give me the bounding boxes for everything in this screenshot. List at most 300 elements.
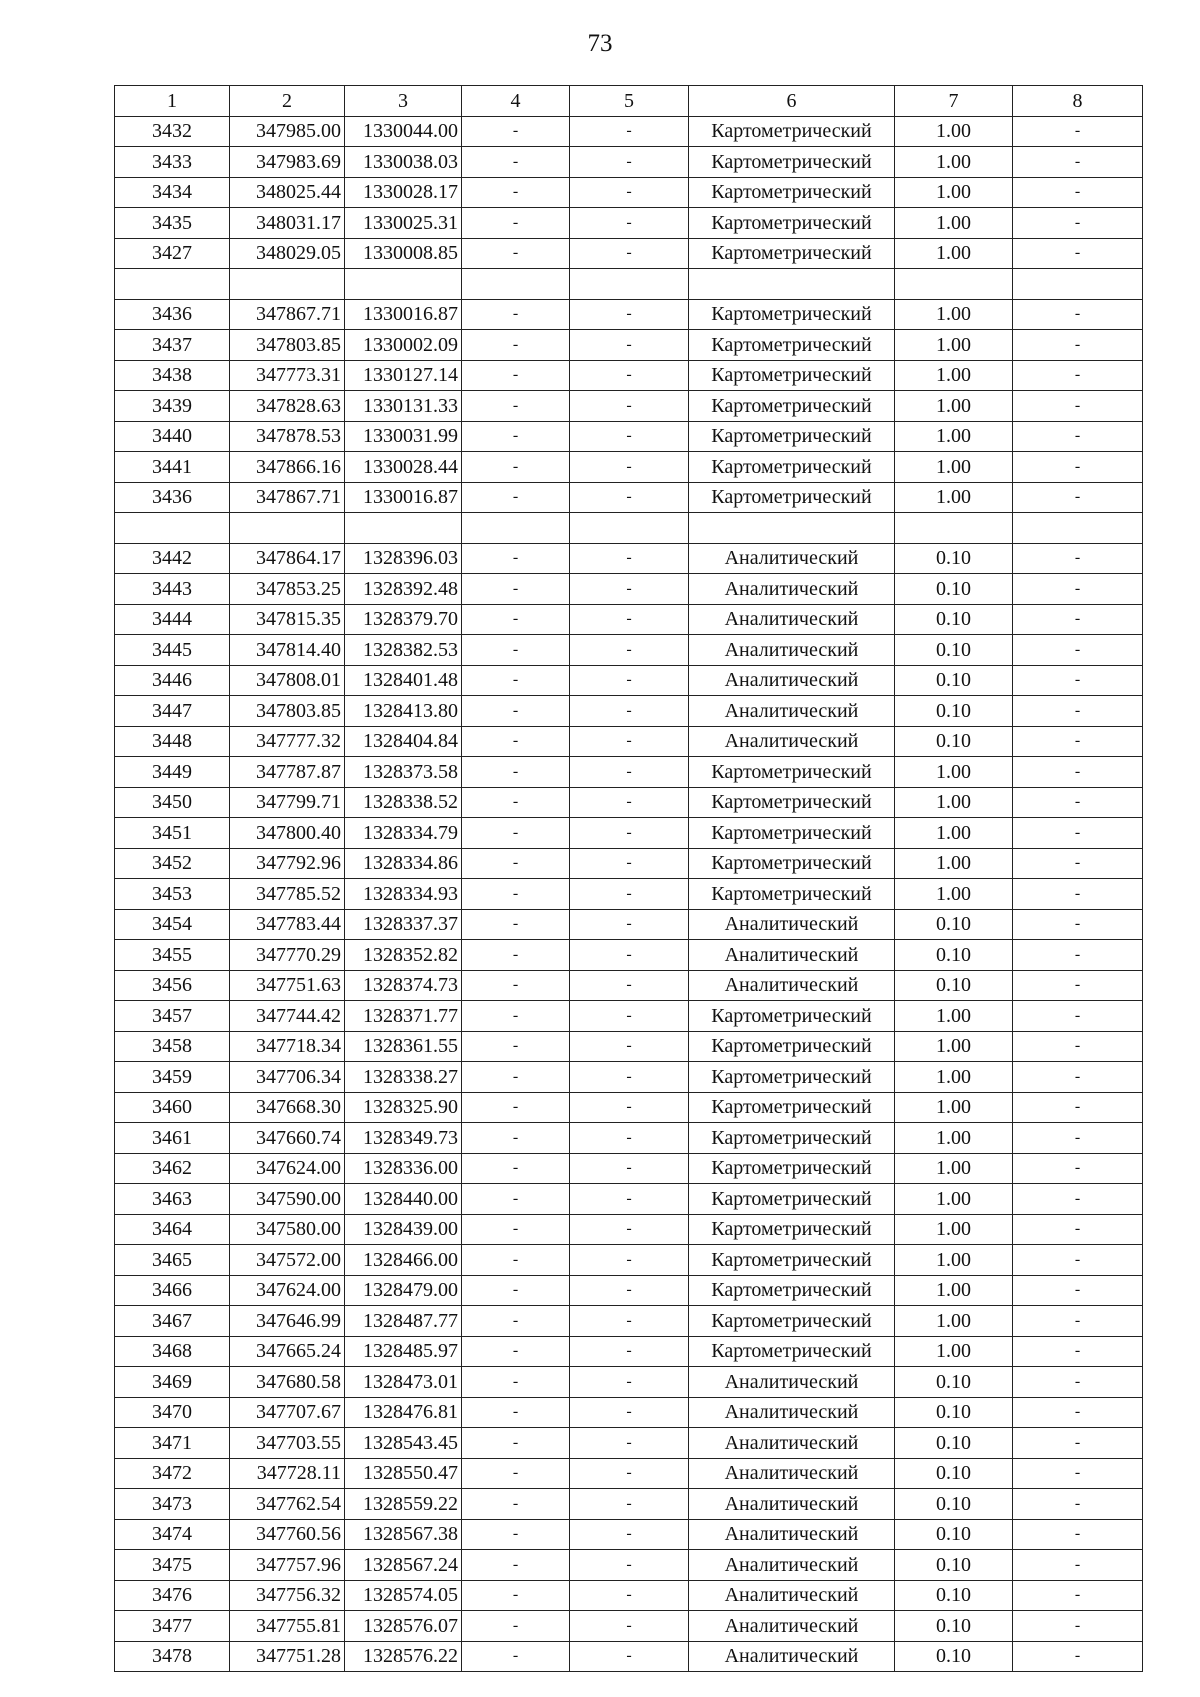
cell-col-8: - <box>1013 757 1143 788</box>
cell-col-4: - <box>462 1458 570 1489</box>
cell-point-number: 3433 <box>115 147 230 178</box>
cell-col-5: - <box>570 787 689 818</box>
cell-method: Аналитический <box>689 543 895 574</box>
cell-y-coordinate: 1328334.79 <box>345 818 462 849</box>
cell-col-5: - <box>570 1489 689 1520</box>
cell-accuracy: 1.00 <box>895 1306 1013 1337</box>
cell-x-coordinate: 347756.32 <box>230 1580 345 1611</box>
cell-accuracy: 1.00 <box>895 1336 1013 1367</box>
header-row <box>115 86 1143 117</box>
cell-accuracy: 1.00 <box>895 1153 1013 1184</box>
cell-x-coordinate: 347799.71 <box>230 787 345 818</box>
cell-method: Аналитический <box>689 1397 895 1428</box>
cell-col-5: - <box>570 1062 689 1093</box>
cell-point-number: 3462 <box>115 1153 230 1184</box>
cell-col-4: - <box>462 635 570 666</box>
cell-col-8: - <box>1013 147 1143 178</box>
cell-col-5: - <box>570 391 689 422</box>
table-row <box>115 940 1143 971</box>
cell-accuracy: 0.10 <box>895 970 1013 1001</box>
cell-method: Картометрический <box>689 1245 895 1276</box>
cell-y-coordinate <box>345 269 462 300</box>
cell-col-8: - <box>1013 452 1143 483</box>
cell-point-number: 3438 <box>115 360 230 391</box>
cell-col-4: - <box>462 1611 570 1642</box>
cell-accuracy: 1.00 <box>895 208 1013 239</box>
cell-x-coordinate: 347728.11 <box>230 1458 345 1489</box>
cell-point-number: 3457 <box>115 1001 230 1032</box>
cell-col-8: - <box>1013 360 1143 391</box>
cell-col-4: - <box>462 787 570 818</box>
cell-x-coordinate: 347792.96 <box>230 848 345 879</box>
cell-method: Картометрический <box>689 330 895 361</box>
cell-point-number: 3443 <box>115 574 230 605</box>
cell-x-coordinate: 347787.87 <box>230 757 345 788</box>
cell-method: Картометрический <box>689 1336 895 1367</box>
table-row <box>115 1519 1143 1550</box>
table-row <box>115 1306 1143 1337</box>
cell-col-4: - <box>462 1641 570 1672</box>
table-row <box>115 1428 1143 1459</box>
cell-col-8: - <box>1013 238 1143 269</box>
cell-x-coordinate: 347803.85 <box>230 330 345 361</box>
cell-col-5: - <box>570 848 689 879</box>
column-header-5: 5 <box>570 86 689 117</box>
cell-point-number: 3456 <box>115 970 230 1001</box>
cell-method: Аналитический <box>689 1641 895 1672</box>
cell-accuracy: 1.00 <box>895 848 1013 879</box>
cell-y-coordinate: 1328567.24 <box>345 1550 462 1581</box>
cell-accuracy <box>895 513 1013 544</box>
cell-col-8: - <box>1013 1275 1143 1306</box>
cell-point-number <box>115 513 230 544</box>
cell-col-8: - <box>1013 1428 1143 1459</box>
cell-point-number: 3466 <box>115 1275 230 1306</box>
cell-col-8: - <box>1013 1550 1143 1581</box>
cell-x-coordinate: 347646.99 <box>230 1306 345 1337</box>
cell-col-4: - <box>462 116 570 147</box>
cell-y-coordinate: 1328361.55 <box>345 1031 462 1062</box>
cell-method: Аналитический <box>689 604 895 635</box>
cell-x-coordinate: 347751.63 <box>230 970 345 1001</box>
column-header-2: 2 <box>230 86 345 117</box>
cell-y-coordinate: 1330008.85 <box>345 238 462 269</box>
cell-col-5: - <box>570 360 689 391</box>
table-row <box>115 1062 1143 1093</box>
cell-y-coordinate <box>345 513 462 544</box>
table-header <box>115 86 1143 117</box>
table-row <box>115 421 1143 452</box>
cell-point-number: 3432 <box>115 116 230 147</box>
cell-point-number: 3472 <box>115 1458 230 1489</box>
cell-point-number: 3440 <box>115 421 230 452</box>
cell-method: Картометрический <box>689 482 895 513</box>
cell-y-coordinate: 1328576.22 <box>345 1641 462 1672</box>
cell-x-coordinate: 347762.54 <box>230 1489 345 1520</box>
column-header-1: 1 <box>115 86 230 117</box>
cell-x-coordinate: 347572.00 <box>230 1245 345 1276</box>
cell-x-coordinate: 347800.40 <box>230 818 345 849</box>
cell-x-coordinate: 347590.00 <box>230 1184 345 1215</box>
cell-col-8: - <box>1013 1489 1143 1520</box>
cell-y-coordinate: 1330016.87 <box>345 299 462 330</box>
cell-y-coordinate: 1330038.03 <box>345 147 462 178</box>
cell-method: Аналитический <box>689 1550 895 1581</box>
cell-col-4: - <box>462 208 570 239</box>
cell-x-coordinate: 347864.17 <box>230 543 345 574</box>
cell-col-5: - <box>570 909 689 940</box>
cell-y-coordinate: 1328337.37 <box>345 909 462 940</box>
cell-y-coordinate: 1328373.58 <box>345 757 462 788</box>
cell-y-coordinate: 1328543.45 <box>345 1428 462 1459</box>
cell-method: Картометрический <box>689 1031 895 1062</box>
cell-col-4: - <box>462 1428 570 1459</box>
cell-col-8: - <box>1013 1641 1143 1672</box>
cell-col-5: - <box>570 421 689 452</box>
cell-col-5: - <box>570 1550 689 1581</box>
column-header-6: 6 <box>689 86 895 117</box>
cell-method: Картометрический <box>689 421 895 452</box>
cell-y-coordinate: 1328374.73 <box>345 970 462 1001</box>
cell-col-8: - <box>1013 1611 1143 1642</box>
table-row <box>115 818 1143 849</box>
cell-y-coordinate: 1328576.07 <box>345 1611 462 1642</box>
cell-col-4: - <box>462 1092 570 1123</box>
cell-method: Картометрический <box>689 1214 895 1245</box>
cell-col-4: - <box>462 421 570 452</box>
cell-y-coordinate: 1328379.70 <box>345 604 462 635</box>
cell-col-5: - <box>570 330 689 361</box>
table-row <box>115 635 1143 666</box>
cell-x-coordinate: 348025.44 <box>230 177 345 208</box>
cell-y-coordinate: 1328404.84 <box>345 726 462 757</box>
cell-col-4: - <box>462 1214 570 1245</box>
cell-accuracy: 1.00 <box>895 330 1013 361</box>
cell-col-4: - <box>462 1245 570 1276</box>
table-row <box>115 1214 1143 1245</box>
cell-col-8: - <box>1013 208 1143 239</box>
page-number: 73 <box>587 30 613 57</box>
cell-accuracy: 0.10 <box>895 1458 1013 1489</box>
cell-x-coordinate: 347777.32 <box>230 726 345 757</box>
cell-method: Картометрический <box>689 1153 895 1184</box>
cell-x-coordinate: 347755.81 <box>230 1611 345 1642</box>
table-row <box>115 1123 1143 1154</box>
cell-accuracy: 0.10 <box>895 1428 1013 1459</box>
cell-col-5: - <box>570 665 689 696</box>
cell-x-coordinate <box>230 269 345 300</box>
cell-col-5: - <box>570 208 689 239</box>
cell-y-coordinate: 1330028.44 <box>345 452 462 483</box>
cell-col-8: - <box>1013 1245 1143 1276</box>
cell-col-8: - <box>1013 818 1143 849</box>
cell-x-coordinate: 348031.17 <box>230 208 345 239</box>
cell-method: Картометрический <box>689 1306 895 1337</box>
cell-point-number: 3461 <box>115 1123 230 1154</box>
cell-method: Картометрический <box>689 177 895 208</box>
cell-accuracy: 0.10 <box>895 1367 1013 1398</box>
table-row <box>115 574 1143 605</box>
table-row <box>115 238 1143 269</box>
cell-col-4: - <box>462 1306 570 1337</box>
cell-point-number: 3463 <box>115 1184 230 1215</box>
cell-point-number: 3477 <box>115 1611 230 1642</box>
cell-col-5 <box>570 269 689 300</box>
cell-col-8: - <box>1013 1397 1143 1428</box>
cell-accuracy: 1.00 <box>895 818 1013 849</box>
cell-col-5: - <box>570 574 689 605</box>
cell-col-8: - <box>1013 1184 1143 1215</box>
cell-col-4: - <box>462 1001 570 1032</box>
cell-accuracy: 0.10 <box>895 574 1013 605</box>
table-row <box>115 330 1143 361</box>
cell-col-4: - <box>462 879 570 910</box>
cell-accuracy: 1.00 <box>895 391 1013 422</box>
cell-point-number: 3435 <box>115 208 230 239</box>
cell-point-number: 3458 <box>115 1031 230 1062</box>
table-row <box>115 208 1143 239</box>
cell-col-5: - <box>570 1580 689 1611</box>
cell-x-coordinate: 347751.28 <box>230 1641 345 1672</box>
cell-y-coordinate: 1328476.81 <box>345 1397 462 1428</box>
cell-y-coordinate: 1330031.99 <box>345 421 462 452</box>
cell-accuracy: 1.00 <box>895 421 1013 452</box>
cell-accuracy: 1.00 <box>895 1275 1013 1306</box>
table-row <box>115 696 1143 727</box>
cell-col-8: - <box>1013 574 1143 605</box>
cell-col-4: - <box>462 452 570 483</box>
cell-method: Аналитический <box>689 696 895 727</box>
table-row <box>115 1336 1143 1367</box>
cell-y-coordinate: 1328338.52 <box>345 787 462 818</box>
cell-point-number: 3441 <box>115 452 230 483</box>
cell-y-coordinate: 1328485.97 <box>345 1336 462 1367</box>
cell-accuracy: 1.00 <box>895 482 1013 513</box>
cell-x-coordinate: 347783.44 <box>230 909 345 940</box>
cell-method: Картометрический <box>689 238 895 269</box>
cell-y-coordinate: 1328334.86 <box>345 848 462 879</box>
table-row <box>115 1245 1143 1276</box>
cell-col-4: - <box>462 177 570 208</box>
cell-method: Аналитический <box>689 1428 895 1459</box>
cell-point-number: 3449 <box>115 757 230 788</box>
cell-accuracy: 1.00 <box>895 1214 1013 1245</box>
cell-method <box>689 269 895 300</box>
cell-col-4: - <box>462 1184 570 1215</box>
cell-col-4: - <box>462 1397 570 1428</box>
cell-accuracy: 1.00 <box>895 787 1013 818</box>
table-row <box>115 177 1143 208</box>
cell-method: Аналитический <box>689 940 895 971</box>
cell-x-coordinate: 347718.34 <box>230 1031 345 1062</box>
cell-col-4: - <box>462 1031 570 1062</box>
cell-accuracy: 1.00 <box>895 452 1013 483</box>
cell-col-5: - <box>570 1214 689 1245</box>
cell-y-coordinate: 1328396.03 <box>345 543 462 574</box>
table-row <box>115 299 1143 330</box>
cell-accuracy: 1.00 <box>895 147 1013 178</box>
cell-accuracy: 1.00 <box>895 1184 1013 1215</box>
cell-x-coordinate: 347624.00 <box>230 1275 345 1306</box>
cell-col-4: - <box>462 360 570 391</box>
cell-col-5: - <box>570 1001 689 1032</box>
cell-accuracy: 1.00 <box>895 360 1013 391</box>
cell-col-5: - <box>570 238 689 269</box>
cell-col-8: - <box>1013 787 1143 818</box>
cell-col-8: - <box>1013 940 1143 971</box>
cell-method: Аналитический <box>689 1489 895 1520</box>
cell-col-4: - <box>462 818 570 849</box>
cell-col-4: - <box>462 1123 570 1154</box>
cell-method: Картометрический <box>689 818 895 849</box>
cell-method: Картометрический <box>689 1123 895 1154</box>
cell-y-coordinate: 1330028.17 <box>345 177 462 208</box>
cell-accuracy: 0.10 <box>895 696 1013 727</box>
cell-col-5: - <box>570 299 689 330</box>
cell-col-8: - <box>1013 116 1143 147</box>
cell-y-coordinate: 1328401.48 <box>345 665 462 696</box>
cell-x-coordinate: 347828.63 <box>230 391 345 422</box>
cell-accuracy: 0.10 <box>895 635 1013 666</box>
cell-accuracy: 0.10 <box>895 665 1013 696</box>
cell-method: Аналитический <box>689 970 895 1001</box>
cell-method: Аналитический <box>689 1580 895 1611</box>
cell-col-5: - <box>570 1153 689 1184</box>
cell-point-number: 3473 <box>115 1489 230 1520</box>
cell-col-8: - <box>1013 848 1143 879</box>
cell-col-5: - <box>570 482 689 513</box>
cell-col-5: - <box>570 879 689 910</box>
cell-col-8: - <box>1013 177 1143 208</box>
cell-col-4: - <box>462 1580 570 1611</box>
cell-y-coordinate: 1328439.00 <box>345 1214 462 1245</box>
cell-accuracy: 0.10 <box>895 1489 1013 1520</box>
cell-accuracy: 0.10 <box>895 1611 1013 1642</box>
cell-y-coordinate: 1330002.09 <box>345 330 462 361</box>
cell-x-coordinate: 347757.96 <box>230 1550 345 1581</box>
cell-col-4 <box>462 513 570 544</box>
cell-col-8: - <box>1013 1336 1143 1367</box>
table-row <box>115 1031 1143 1062</box>
cell-point-number: 3447 <box>115 696 230 727</box>
cell-col-8: - <box>1013 1214 1143 1245</box>
table-row <box>115 391 1143 422</box>
cell-col-5: - <box>570 543 689 574</box>
cell-col-8: - <box>1013 1001 1143 1032</box>
cell-point-number: 3469 <box>115 1367 230 1398</box>
cell-point-number: 3434 <box>115 177 230 208</box>
cell-y-coordinate: 1328338.27 <box>345 1062 462 1093</box>
cell-col-5: - <box>570 452 689 483</box>
cell-col-4: - <box>462 391 570 422</box>
cell-col-5: - <box>570 1611 689 1642</box>
cell-method: Картометрический <box>689 787 895 818</box>
cell-method: Аналитический <box>689 1519 895 1550</box>
cell-accuracy: 0.10 <box>895 726 1013 757</box>
cell-y-coordinate: 1330044.00 <box>345 116 462 147</box>
cell-col-8: - <box>1013 1031 1143 1062</box>
cell-col-4: - <box>462 1489 570 1520</box>
cell-method: Аналитический <box>689 726 895 757</box>
cell-accuracy: 1.00 <box>895 238 1013 269</box>
column-header-7: 7 <box>895 86 1013 117</box>
cell-col-5: - <box>570 757 689 788</box>
cell-y-coordinate: 1328349.73 <box>345 1123 462 1154</box>
cell-col-8: - <box>1013 330 1143 361</box>
cell-x-coordinate: 347665.24 <box>230 1336 345 1367</box>
cell-col-5: - <box>570 1306 689 1337</box>
cell-col-8: - <box>1013 726 1143 757</box>
cell-method: Картометрический <box>689 1062 895 1093</box>
cell-col-5: - <box>570 726 689 757</box>
cell-point-number: 3471 <box>115 1428 230 1459</box>
cell-y-coordinate: 1330025.31 <box>345 208 462 239</box>
table-row <box>115 879 1143 910</box>
cell-col-4: - <box>462 757 570 788</box>
table-row <box>115 116 1143 147</box>
table-row <box>115 1611 1143 1642</box>
column-header-8: 8 <box>1013 86 1143 117</box>
cell-x-coordinate: 347773.31 <box>230 360 345 391</box>
cell-method: Картометрический <box>689 452 895 483</box>
cell-y-coordinate: 1328466.00 <box>345 1245 462 1276</box>
cell-point-number: 3470 <box>115 1397 230 1428</box>
cell-x-coordinate: 347580.00 <box>230 1214 345 1245</box>
cell-col-4: - <box>462 330 570 361</box>
cell-y-coordinate: 1328392.48 <box>345 574 462 605</box>
cell-col-4: - <box>462 1062 570 1093</box>
cell-col-5: - <box>570 116 689 147</box>
cell-col-5: - <box>570 1641 689 1672</box>
cell-col-8: - <box>1013 421 1143 452</box>
cell-y-coordinate: 1328413.80 <box>345 696 462 727</box>
cell-col-8 <box>1013 513 1143 544</box>
cell-point-number <box>115 269 230 300</box>
cell-method: Аналитический <box>689 1611 895 1642</box>
cell-col-5: - <box>570 1428 689 1459</box>
cell-col-5 <box>570 513 689 544</box>
cell-point-number: 3445 <box>115 635 230 666</box>
cell-x-coordinate: 347744.42 <box>230 1001 345 1032</box>
table-row <box>115 1001 1143 1032</box>
cell-col-5: - <box>570 1031 689 1062</box>
cell-x-coordinate: 347785.52 <box>230 879 345 910</box>
table-row <box>115 1550 1143 1581</box>
cell-col-4: - <box>462 726 570 757</box>
table-row <box>115 1489 1143 1520</box>
cell-col-8: - <box>1013 482 1143 513</box>
cell-method: Картометрический <box>689 299 895 330</box>
cell-y-coordinate: 1330131.33 <box>345 391 462 422</box>
cell-x-coordinate: 347706.34 <box>230 1062 345 1093</box>
cell-col-8: - <box>1013 543 1143 574</box>
cell-col-5: - <box>570 635 689 666</box>
cell-col-4: - <box>462 909 570 940</box>
cell-col-5: - <box>570 1245 689 1276</box>
cell-y-coordinate: 1328473.01 <box>345 1367 462 1398</box>
cell-accuracy: 0.10 <box>895 1580 1013 1611</box>
cell-col-4: - <box>462 696 570 727</box>
cell-col-5: - <box>570 147 689 178</box>
cell-y-coordinate: 1328440.00 <box>345 1184 462 1215</box>
table-row <box>115 757 1143 788</box>
cell-point-number: 3455 <box>115 940 230 971</box>
cell-y-coordinate: 1328487.77 <box>345 1306 462 1337</box>
cell-accuracy: 0.10 <box>895 1550 1013 1581</box>
cell-col-5: - <box>570 1367 689 1398</box>
table-row <box>115 726 1143 757</box>
cell-col-4: - <box>462 1153 570 1184</box>
